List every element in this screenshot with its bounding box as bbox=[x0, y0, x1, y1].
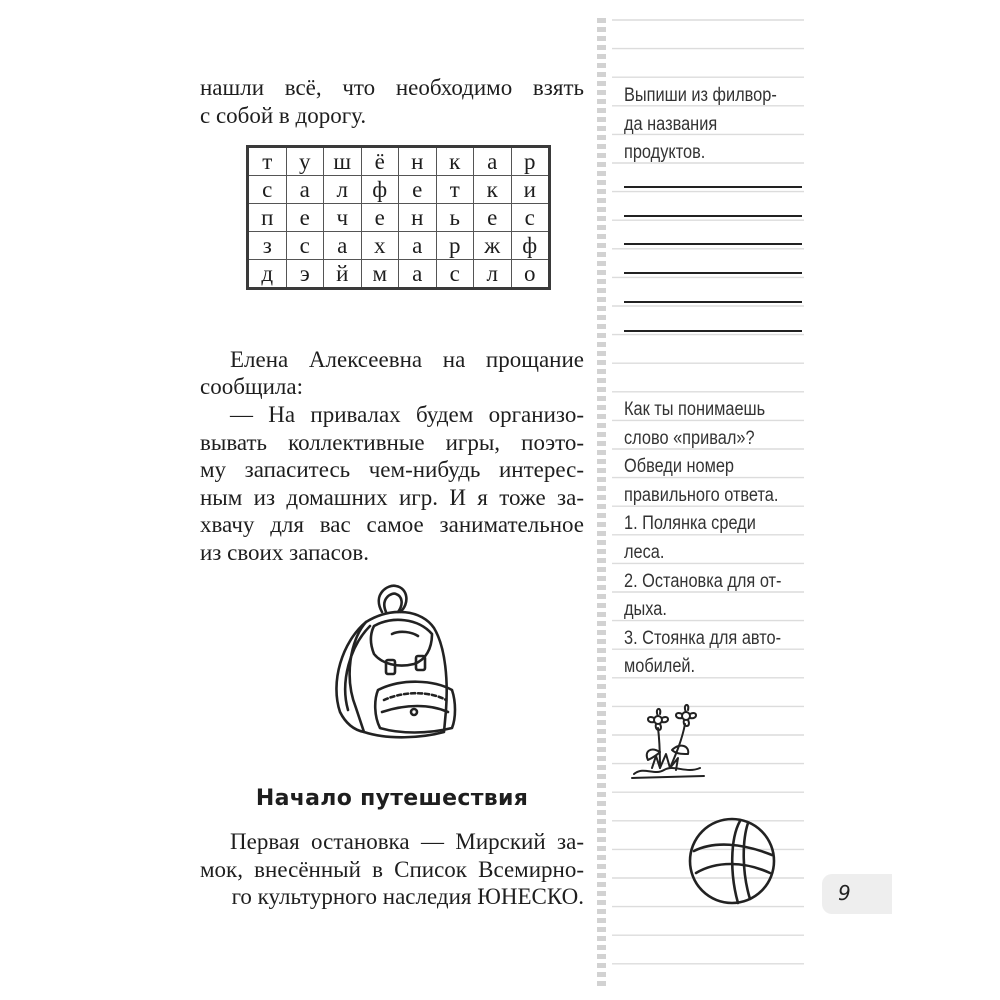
answer-line[interactable] bbox=[624, 186, 802, 188]
spiral-ring bbox=[597, 621, 606, 626]
spiral-ring bbox=[597, 846, 606, 851]
dialogue-line: му запаситесь чем-нибудь интерес- bbox=[200, 457, 584, 482]
task-line: Как ты понимаешь bbox=[624, 399, 766, 420]
grid-cell[interactable]: е bbox=[361, 204, 399, 232]
grid-cell[interactable]: м bbox=[361, 260, 399, 289]
beach-ball-illustration bbox=[686, 815, 778, 907]
spiral-ring bbox=[597, 549, 606, 554]
spiral-ring bbox=[597, 45, 606, 50]
spiral-ring bbox=[597, 369, 606, 374]
farewell-paragraph-end bbox=[200, 373, 584, 401]
spiral-ring bbox=[597, 153, 606, 158]
spiral-ring bbox=[597, 81, 606, 86]
dialogue-line: — На привалах будем организо- bbox=[230, 402, 584, 427]
dialogue-line: из своих запасов. bbox=[200, 539, 369, 565]
journey-paragraph bbox=[200, 828, 584, 911]
grid-cell[interactable]: а bbox=[324, 232, 362, 260]
grid-cell[interactable]: з bbox=[248, 232, 287, 260]
grid-cell[interactable]: с bbox=[248, 176, 287, 204]
spiral-ring bbox=[597, 225, 606, 230]
grid-cell[interactable]: ч bbox=[324, 204, 362, 232]
spiral-ring bbox=[597, 792, 606, 797]
grid-cell[interactable]: ё bbox=[361, 147, 399, 176]
spiral-ring bbox=[597, 693, 606, 698]
spiral-ring bbox=[597, 648, 606, 653]
dialogue-paragraph bbox=[200, 401, 584, 566]
spiral-ring bbox=[597, 459, 606, 464]
spiral-ring bbox=[597, 126, 606, 131]
spiral-ring bbox=[597, 882, 606, 887]
spiral-ring bbox=[597, 63, 606, 68]
journey-line: мок, внесённый в Список Всемирно- bbox=[200, 856, 584, 882]
journey-line: го культурного наследия ЮНЕСКО. bbox=[231, 884, 584, 909]
spiral-ring bbox=[597, 324, 606, 329]
spiral-ring bbox=[597, 603, 606, 608]
grid-cell[interactable]: а bbox=[399, 232, 437, 260]
spiral-ring bbox=[597, 234, 606, 239]
grid-cell[interactable]: д bbox=[248, 260, 287, 289]
spiral-ring bbox=[597, 135, 606, 140]
grid-cell[interactable]: р bbox=[436, 232, 474, 260]
grid-cell[interactable]: э bbox=[286, 260, 324, 289]
task-line: леса. bbox=[624, 541, 665, 563]
spiral-ring bbox=[597, 711, 606, 716]
spiral-ring bbox=[597, 162, 606, 167]
grid-cell[interactable]: й bbox=[324, 260, 362, 289]
spiral-ring bbox=[597, 855, 606, 860]
spiral-ring bbox=[597, 405, 606, 410]
spiral-ring bbox=[597, 819, 606, 824]
spiral-ring bbox=[597, 909, 606, 914]
grid-row bbox=[248, 232, 550, 260]
spiral-ring bbox=[597, 666, 606, 671]
grid-row bbox=[248, 204, 550, 232]
spiral-ring bbox=[597, 495, 606, 500]
spiral-ring bbox=[597, 954, 606, 959]
spiral-ring bbox=[597, 873, 606, 878]
spiral-ring bbox=[597, 486, 606, 491]
spiral-ring bbox=[597, 360, 606, 365]
spiral-ring bbox=[597, 279, 606, 284]
grid-cell[interactable]: у bbox=[286, 147, 324, 176]
grid-cell[interactable]: т bbox=[248, 147, 287, 176]
intro-line: нашли всё, что необходимо взять bbox=[200, 75, 584, 100]
dialogue-line: ным из домашних игр. И я тоже за- bbox=[200, 484, 584, 510]
spiral-ring bbox=[597, 945, 606, 950]
grid-cell[interactable]: т bbox=[436, 176, 474, 204]
task-line: Обведи номер bbox=[624, 456, 735, 478]
dialogue-line: вывать коллективные игры, поэто- bbox=[200, 429, 584, 455]
farewell-line: сообщила: bbox=[200, 374, 304, 399]
task-line: слово «привал»? bbox=[624, 427, 755, 449]
spiral-ring bbox=[597, 477, 606, 482]
spiral-ring bbox=[597, 684, 606, 689]
spiral-ring bbox=[597, 801, 606, 806]
spiral-ring bbox=[597, 630, 606, 635]
page-number: 9 bbox=[838, 881, 851, 905]
spiral-ring bbox=[597, 378, 606, 383]
intro-paragraph bbox=[200, 74, 584, 129]
grid-cell[interactable]: ф bbox=[361, 176, 399, 204]
spiral-ring bbox=[597, 432, 606, 437]
spiral-ring bbox=[597, 261, 606, 266]
grid-row bbox=[248, 176, 550, 204]
spiral-ring bbox=[597, 558, 606, 563]
journey-line: Первая остановка — Мирский за- bbox=[230, 829, 584, 854]
spiral-ring bbox=[597, 306, 606, 311]
spiral-ring bbox=[597, 351, 606, 356]
spiral-ring bbox=[597, 747, 606, 752]
answer-line[interactable] bbox=[624, 272, 802, 274]
spiral-ring bbox=[597, 585, 606, 590]
answer-line[interactable] bbox=[624, 215, 802, 217]
spiral-ring bbox=[597, 891, 606, 896]
spiral-ring bbox=[597, 765, 606, 770]
spiral-ring bbox=[597, 981, 606, 986]
spiral-ring bbox=[597, 927, 606, 932]
spiral-ring bbox=[597, 756, 606, 761]
farewell-line: Елена Алексеевна на прощание bbox=[230, 347, 584, 372]
grid-cell[interactable]: р bbox=[511, 147, 550, 176]
spiral-ring bbox=[597, 198, 606, 203]
word-search-grid bbox=[246, 145, 551, 290]
spiral-ring bbox=[597, 90, 606, 95]
grid-cell[interactable]: к bbox=[474, 176, 512, 204]
spiral-ring bbox=[597, 513, 606, 518]
spiral-ring bbox=[597, 612, 606, 617]
grid-cell[interactable]: с bbox=[511, 204, 550, 232]
answer-option-1[interactable]: 1. Полянка среди bbox=[624, 513, 756, 535]
spiral-ring bbox=[597, 108, 606, 113]
grid-cell[interactable]: л bbox=[474, 260, 512, 289]
grid-cell[interactable]: е bbox=[399, 176, 437, 204]
task-filword bbox=[624, 82, 787, 168]
spiral-ring bbox=[597, 99, 606, 104]
spiral-ring bbox=[597, 576, 606, 581]
grid-cell[interactable]: н bbox=[399, 147, 437, 176]
spiral-ring bbox=[597, 963, 606, 968]
spiral-ring bbox=[597, 270, 606, 275]
spiral-ring bbox=[597, 450, 606, 455]
spiral-ring bbox=[597, 828, 606, 833]
task-line: правильного ответа. bbox=[624, 484, 779, 506]
spiral-ring bbox=[597, 594, 606, 599]
answer-line[interactable] bbox=[624, 330, 802, 332]
spiral-ring bbox=[597, 387, 606, 392]
spiral-ring bbox=[597, 936, 606, 941]
grid-cell[interactable]: о bbox=[511, 260, 550, 289]
grid-cell[interactable]: с bbox=[436, 260, 474, 289]
spiral-ring bbox=[597, 729, 606, 734]
spiral-ring bbox=[597, 72, 606, 77]
spiral-ring bbox=[597, 288, 606, 293]
flowers-illustration bbox=[630, 702, 706, 782]
farewell-paragraph bbox=[200, 346, 584, 374]
grid-cell[interactable]: а bbox=[286, 176, 324, 204]
spiral-ring bbox=[597, 720, 606, 725]
spiral-ring bbox=[597, 54, 606, 59]
spiral-ring bbox=[597, 315, 606, 320]
task-line: продуктов. bbox=[624, 142, 706, 164]
grid-cell[interactable]: а bbox=[399, 260, 437, 289]
spiral-ring bbox=[597, 144, 606, 149]
grid-cell[interactable]: с bbox=[286, 232, 324, 260]
spiral-ring bbox=[597, 216, 606, 221]
spiral-ring bbox=[597, 522, 606, 527]
task-line: мобилей. bbox=[624, 656, 696, 678]
spiral-ring bbox=[597, 441, 606, 446]
grid-cell[interactable]: е bbox=[474, 204, 512, 232]
spiral-ring bbox=[597, 396, 606, 401]
grid-cell[interactable]: х bbox=[361, 232, 399, 260]
spiral-ring bbox=[597, 738, 606, 743]
grid-cell[interactable]: ж bbox=[474, 232, 512, 260]
grid-cell[interactable]: ф bbox=[511, 232, 550, 260]
spiral-ring bbox=[597, 531, 606, 536]
spiral-ring bbox=[597, 675, 606, 680]
answer-line[interactable] bbox=[624, 243, 802, 245]
grid-cell[interactable]: н bbox=[399, 204, 437, 232]
spiral-ring bbox=[597, 36, 606, 41]
spiral-ring bbox=[597, 342, 606, 347]
grid-cell[interactable]: ш bbox=[324, 147, 362, 176]
task-privaal bbox=[624, 396, 787, 682]
page-number-tab bbox=[822, 874, 892, 914]
spiral-ring bbox=[597, 783, 606, 788]
dialogue-line: хвачу для вас самое занимательное bbox=[200, 512, 584, 537]
spiral-ring bbox=[597, 657, 606, 662]
spiral-ring bbox=[597, 837, 606, 842]
grid-cell[interactable]: ь bbox=[436, 204, 474, 232]
spiral-ring bbox=[597, 333, 606, 338]
grid-cell[interactable]: а bbox=[474, 147, 512, 176]
spiral-ring bbox=[597, 639, 606, 644]
spiral-ring bbox=[597, 252, 606, 257]
spiral-ring bbox=[597, 297, 606, 302]
spiral-ring bbox=[597, 702, 606, 707]
grid-cell[interactable]: и bbox=[511, 176, 550, 204]
notebook-spiral bbox=[596, 18, 608, 990]
spiral-ring bbox=[597, 180, 606, 185]
spiral-ring bbox=[597, 207, 606, 212]
spiral-ring bbox=[597, 918, 606, 923]
grid-cell[interactable]: л bbox=[324, 176, 362, 204]
task-line: дыха. bbox=[624, 599, 667, 621]
answer-option-3[interactable]: 3. Стоянка для авто- bbox=[624, 627, 782, 649]
spiral-ring bbox=[597, 774, 606, 779]
section-heading: Начало путешествия bbox=[255, 786, 529, 811]
grid-row bbox=[248, 260, 550, 289]
grid-cell[interactable]: е bbox=[286, 204, 324, 232]
spiral-ring bbox=[597, 468, 606, 473]
spiral-ring bbox=[597, 972, 606, 977]
spiral-ring bbox=[597, 189, 606, 194]
spiral-ring bbox=[597, 567, 606, 572]
spiral-ring bbox=[597, 171, 606, 176]
spiral-ring bbox=[597, 540, 606, 545]
spiral-ring bbox=[597, 18, 606, 23]
spiral-ring bbox=[597, 900, 606, 905]
grid-cell[interactable]: п bbox=[248, 204, 287, 232]
answer-line[interactable] bbox=[624, 301, 802, 303]
grid-row bbox=[248, 147, 550, 176]
grid-cell[interactable]: к bbox=[436, 147, 474, 176]
answer-option-2[interactable]: 2. Остановка для от- bbox=[624, 570, 782, 592]
task-line: да названия bbox=[624, 113, 718, 135]
intro-line: с собой в дорогу. bbox=[200, 102, 367, 128]
spiral-ring bbox=[597, 810, 606, 815]
backpack-illustration bbox=[322, 582, 468, 742]
task-line: Выпиши из филвор- bbox=[624, 85, 777, 106]
spiral-ring bbox=[597, 414, 606, 419]
spiral-ring bbox=[597, 117, 606, 122]
spiral-ring bbox=[597, 504, 606, 509]
spiral-ring bbox=[597, 864, 606, 869]
spiral-ring bbox=[597, 27, 606, 32]
spiral-ring bbox=[597, 243, 606, 248]
spiral-ring bbox=[597, 423, 606, 428]
